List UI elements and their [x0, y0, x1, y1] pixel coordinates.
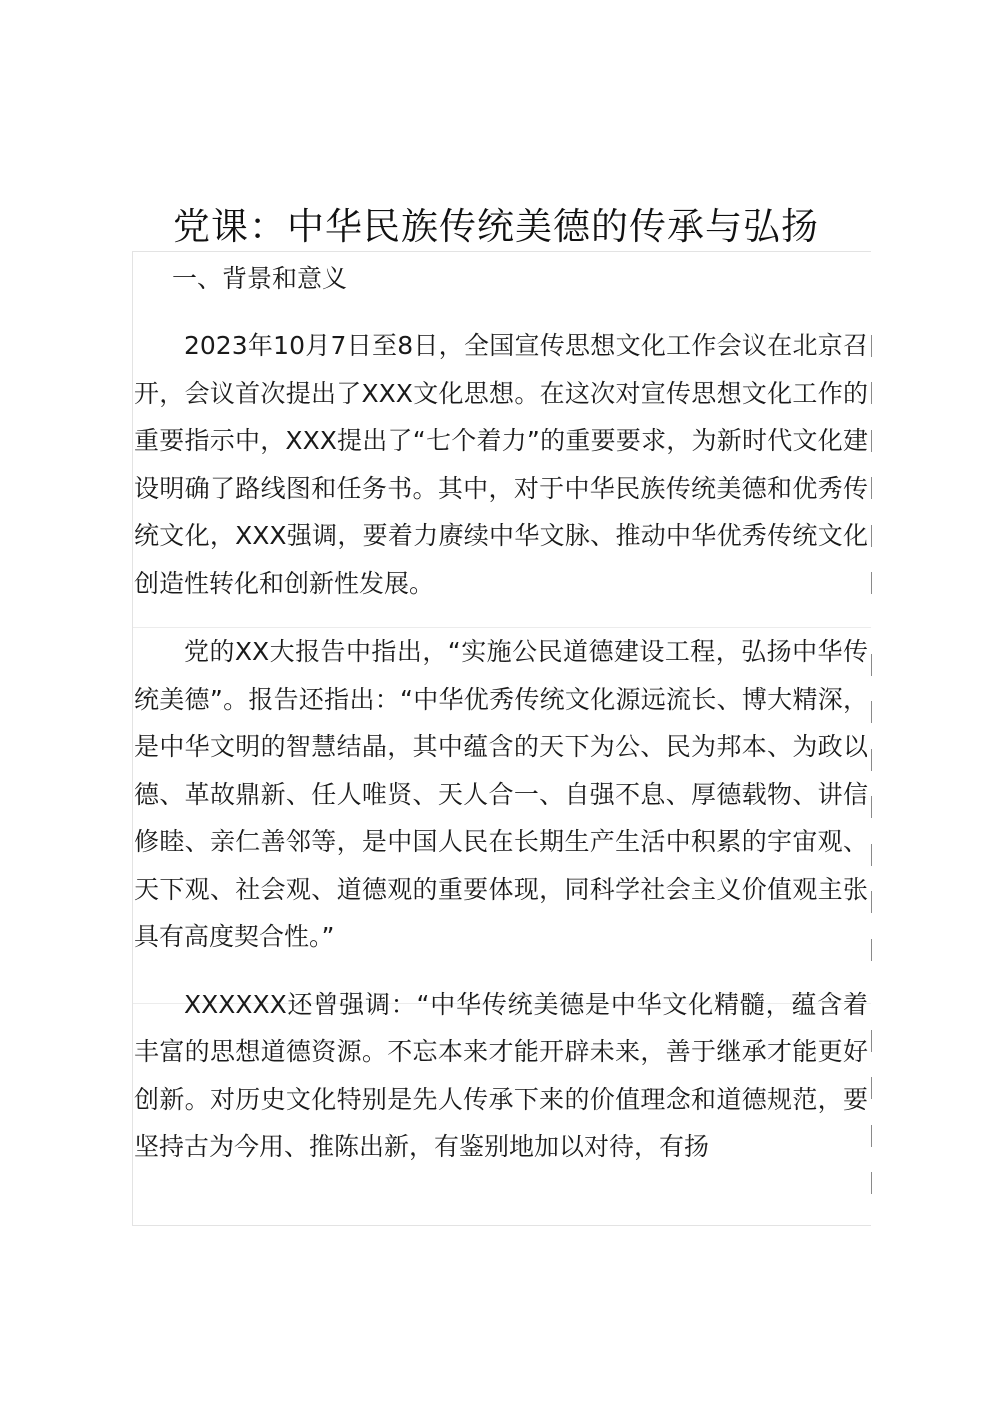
line-end-marker: [871, 749, 872, 771]
line-end-marker: [871, 939, 872, 961]
line-end-marker: [871, 477, 872, 499]
line-end-marker: [871, 382, 872, 404]
page-title: 党课：中华民族传统美德的传承与弘扬: [173, 204, 819, 248]
line-end-marker: [871, 572, 872, 594]
line-end-marker: [871, 1077, 872, 1099]
line-end-marker: [871, 1172, 872, 1194]
body-paragraph: 党的XX大报告中指出，“实施公民道德建设工程，弘扬中华传统美德”。报告还指出：“中华优秀传统文化源远流长、博大精深，是中华文明的智慧结晶，其中蕴含的天下为公、民为邦本、为政以德、革故鼎新、任人唯贤、天人合一、自强不息、厚德载物、讲信修睦、亲仁善邻等，是中国人民在长期生产生活中积累的宇宙观、天下观、社会观、道德观的重要体现，同科学社会主义价值观主张具有高度契合性。”: [134, 637, 868, 951]
section-heading: 一、背景和意义: [172, 264, 348, 293]
line-end-marker: [871, 796, 872, 818]
body-paragraph: 2023年10月7日至8日，全国宣传思想文化工作会议在北京召开，会议首次提出了XXX文化思想。在这次对宣传思想文化工作的重要指示中，XXX提出了“七个着力”的重要要求，为新时代文化建设明确了路线图和任务书。其中，对于中华民族传统美德和优秀传统文化，XXX强调，要着力赓续中华文脉、推动中华优秀传统文化创造性转化和创新性发展。: [134, 331, 868, 598]
line-end-marker: [871, 844, 872, 866]
document-body: [134, 252, 868, 1171]
line-end-marker: [871, 525, 872, 547]
body-paragraph: XXXXXX还曾强调：“中华传统美德是中华文化精髓，蕴含着丰富的思想道德资源。不忘本来才能开辟未来，善于继承才能更好创新。对历史文化特别是先人传承下来的价值理念和道德规范，要坚持古为今用、推陈出新，有鉴别地加以对待，有扬: [134, 989, 868, 1161]
line-end-marker: [871, 891, 872, 913]
line-end-marker: [871, 654, 872, 676]
line-end-marker: [871, 335, 872, 357]
line-end-marker: [871, 1030, 872, 1052]
line-end-marker: [871, 430, 872, 452]
line-end-marker: [871, 1125, 872, 1147]
line-end-marker: [871, 701, 872, 723]
